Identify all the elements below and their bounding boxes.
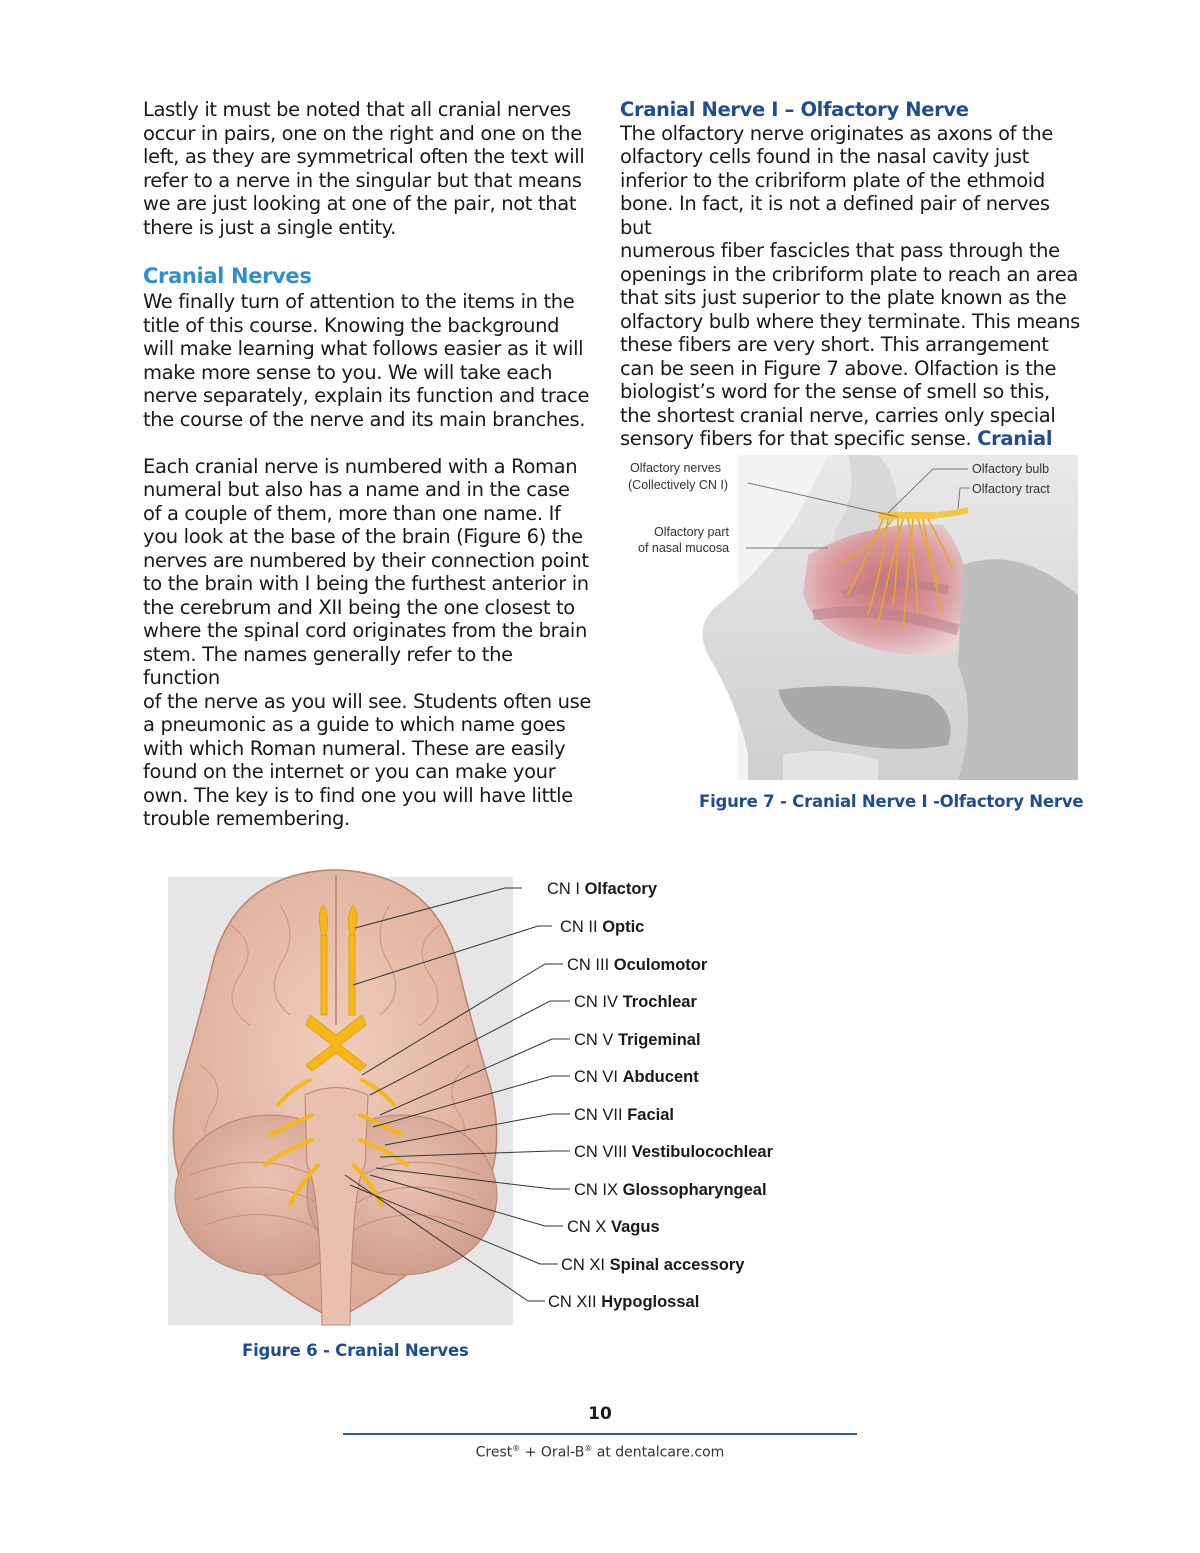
section-paragraph-1: We finally turn of attention to the items in the title of this course. Knowing the background will make learning what follows easier as it will make more sense to you. We will take each nerve separately, explain its function and trace the course of the nerve and its main branches. — [143, 290, 590, 431]
cranial-link[interactable]: Cranial — [977, 427, 1053, 450]
label-olfactory-bulb: Olfactory bulb — [972, 462, 1050, 476]
right-column — [620, 98, 1080, 451]
figure-7-illustration — [598, 455, 1078, 780]
cn-12-label: CN XII Hypoglossal — [548, 1293, 700, 1311]
cn-10-label: CN X Vagus — [567, 1218, 660, 1236]
section-heading-cranial-nerves: Cranial Nerves — [143, 264, 312, 288]
paragraph-gap — [143, 431, 593, 455]
cn-2-label: CN II Optic — [560, 918, 645, 936]
olfactory-paragraph-text: The olfactory nerve originates as axons of the olfactory cells found in the nasal cavity just inferior to the cribriform plate of the ethmoid bone. In fact, it is not a defined pair of nerves but numerous fiber fascicles that pass through the openings in the cribriform plate to reach an area that sits just superior to the plate known as the olfactory bulb where they terminate. This means these fibers are very short. This arrangement can be seen in Figure 7 above. Olfaction is the biologist’s word for the sense of smell so this, the shortest cranial nerve, carries only special sensory fibers for that specific sense. — [620, 121, 1080, 450]
label-olfactory-part: Olfactory part — [654, 525, 730, 539]
cranial-nerves-diagram — [140, 865, 820, 1330]
label-nasal-mucosa: of nasal mucosa — [638, 541, 730, 555]
page-number: 10 — [588, 1404, 612, 1424]
cn-7-label: CN VII Facial — [574, 1106, 674, 1124]
cn-3-label: CN III Oculomotor — [567, 956, 708, 974]
footer-divider — [343, 1433, 857, 1435]
left-column — [143, 98, 593, 831]
nerve-labels — [547, 880, 774, 1311]
figure-7-caption: Figure 7 - Cranial Nerve I -Olfactory Nerve — [699, 792, 1084, 811]
cn-8-label: CN VIII Vestibulocochlear — [574, 1143, 773, 1161]
cn-1-label: CN I Olfactory — [547, 880, 658, 898]
brand-crest: Crest — [475, 1444, 513, 1461]
pharynx — [958, 559, 1078, 780]
brand-oralb: + Oral-B — [520, 1444, 585, 1461]
registered-mark-1: ® — [512, 1444, 521, 1453]
cn-6-label: CN VI Abducent — [574, 1068, 699, 1086]
intro-paragraph: Lastly it must be noted that all cranial nerves occur in pairs, one on the right and one on the left, as they are symmetrical often the text will refer to a nerve in the singular but that means we are just looking at one of the pair, not that there is just a single entity. — [143, 98, 585, 239]
brand-site: at dentalcare.com — [592, 1444, 725, 1461]
footer-brand — [0, 1444, 1200, 1461]
label-olfactory-nerves: Olfactory nerves — [630, 461, 722, 475]
registered-mark-2: ® — [584, 1444, 593, 1453]
cn-4-label: CN IV Trochlear — [574, 993, 697, 1011]
cn-9-label: CN IX Glossopharyngeal — [574, 1181, 767, 1199]
cn-11-label: CN XI Spinal accessory — [561, 1256, 745, 1274]
olfactory-nerve-diagram — [598, 455, 1078, 780]
heading-cranial-nerve-1: Cranial Nerve I – Olfactory Nerve — [620, 98, 969, 121]
figure-6-caption: Figure 6 - Cranial Nerves — [242, 1341, 469, 1360]
label-olfactory-tract: Olfactory tract — [972, 482, 1050, 496]
olfactory-paragraph — [620, 122, 1080, 451]
label-collectively-cn1: (Collectively CN I) — [628, 478, 729, 492]
olfactory-bulb-shape — [878, 512, 938, 519]
cn-5-label: CN V Trigeminal — [574, 1031, 701, 1049]
section-paragraph-2: Each cranial nerve is numbered with a Roman numeral but also has a name and in the case of a couple of them, more than one name. If you look at the base of the brain (Figure 6) the nerves are numbered by their connection point to the brain with I being the furthest anterior in the cerebrum and XII being the one closest to where the spinal cord originates from the brain stem. The names generally refer to the function of the nerve as you will see. Students often use a pneumonic as a guide to which name goes with which Roman numeral. These are easily found on the internet or you can make your own. The key is to find one you will have little trouble remembering. — [143, 454, 592, 830]
figure-6-illustration — [140, 865, 820, 1330]
